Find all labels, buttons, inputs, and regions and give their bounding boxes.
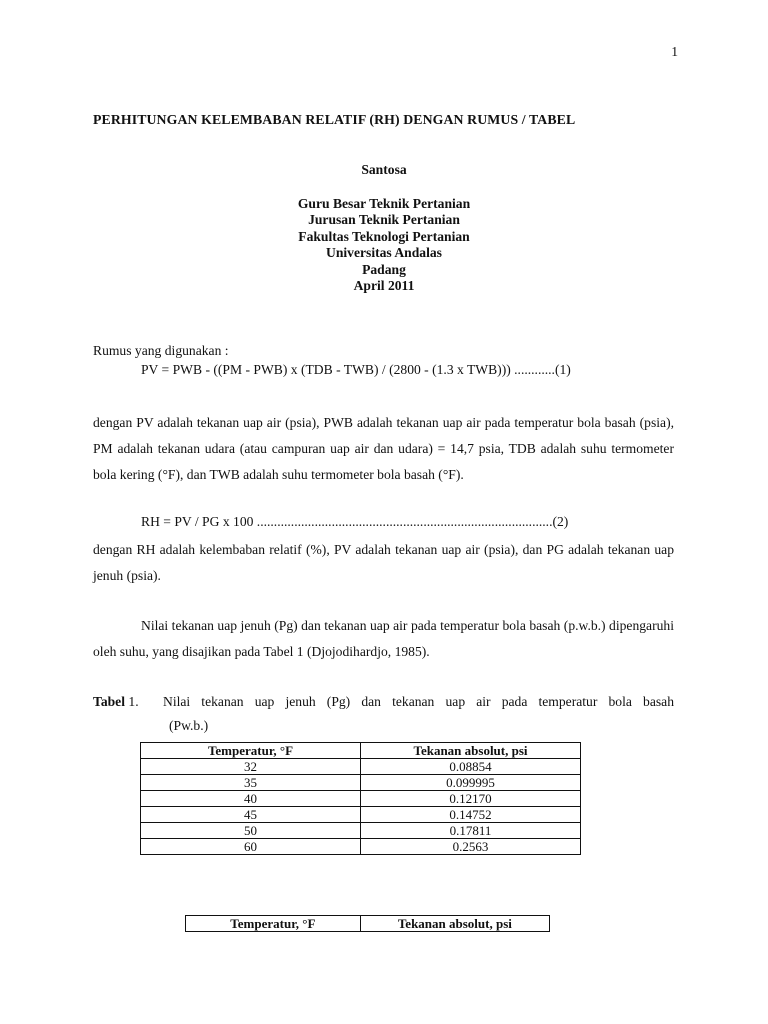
table-row [141, 775, 581, 791]
pressure-table [140, 742, 581, 855]
author-affiliation-line: Guru Besar Teknik Pertanian [297, 195, 471, 211]
formula-2-explanation: dengan RH adalah kelembaban relatif (%), PV adalah tekanan uap air (psia), dan PG adalah tekanan uap jenuh (psia). [93, 542, 674, 583]
table-header-pressure: Tekanan absolut, psi [360, 916, 549, 932]
table-cell-temperature: 45 [141, 807, 361, 823]
table-cell-temperature: 40 [141, 791, 361, 807]
table-caption-label: Tabel [93, 694, 125, 709]
author-name: Santosa [361, 162, 407, 177]
table-row [141, 807, 581, 823]
table-header-temperature: Temperatur, °F [141, 743, 361, 759]
table-header-pressure: Tekanan absolut, psi [361, 743, 581, 759]
author-affiliation-line: Jurusan Teknik Pertanian [308, 212, 460, 227]
pressure-table-continued [185, 915, 550, 932]
table-cell-pressure: 0.12170 [361, 791, 581, 807]
table-cell-pressure: 0.14752 [361, 807, 581, 823]
formula-1: PV = PWB - ((PM - PWB) x (TDB - TWB) / (2800 - (1.3 x TWB))) ............(1) [141, 362, 571, 377]
formula-1-explanation: dengan PV adalah tekanan uap air (psia), PWB adalah tekanan uap air pada temperatur bola basah (psia), PM adalah tekanan udara (atau campuran uap air dan udara) = 14,7 psia, TDB adalah suhu termometer bola kering (°F), dan TWB adalah suhu termometer bola basah (°F). [93, 415, 674, 482]
formula-intro: Rumus yang digunakan : [93, 343, 229, 358]
table-row [141, 759, 581, 775]
author-affiliation-line: Padang [362, 261, 406, 277]
table-cell-pressure: 0.08854 [361, 759, 581, 775]
table-cell-temperature: 60 [141, 839, 361, 855]
table-cell-pressure: 0.2563 [361, 839, 581, 855]
table-row [141, 791, 581, 807]
table-row [141, 839, 581, 855]
table-cell-temperature: 50 [141, 823, 361, 839]
table-caption-number: 1. [128, 694, 139, 709]
author-affiliation-line: Fakultas Teknologi Pertanian [298, 228, 470, 244]
author-affiliation-line: April 2011 [353, 278, 415, 293]
formula-2: RH = PV / PG x 100 .......................................................................................(2) [141, 514, 569, 529]
table-header-temperature: Temperatur, °F [186, 916, 361, 932]
table-cell-pressure: 0.099995 [361, 775, 581, 791]
table-cell-pressure: 0.17811 [361, 823, 581, 839]
table-intro-paragraph: Nilai tekanan uap jenuh (Pg) dan tekanan uap air pada temperatur bola basah (p.w.b.) dipengaruhi oleh suhu, yang disajikan pada Tabel 1 (Djojodihardjo, 1985). [93, 618, 674, 659]
document-title: PERHITUNGAN KELEMBABAN RELATIF (RH) DENGAN RUMUS / TABEL [93, 112, 576, 127]
author-affiliation-line: Universitas Andalas [326, 245, 442, 260]
page-number: 1 [671, 44, 678, 59]
author-block [0, 162, 768, 295]
table-cell-temperature: 32 [141, 759, 361, 775]
table-cell-temperature: 35 [141, 775, 361, 791]
table-row [141, 823, 581, 839]
table-caption-text-line2: (Pw.b.) [169, 718, 209, 733]
table-caption-text: Nilai tekanan uap jenuh (Pg) dan tekanan uap air pada temperatur bola basah [163, 694, 674, 709]
table-header-row [186, 916, 550, 932]
table-header-row [141, 743, 581, 759]
table-caption [93, 690, 674, 738]
